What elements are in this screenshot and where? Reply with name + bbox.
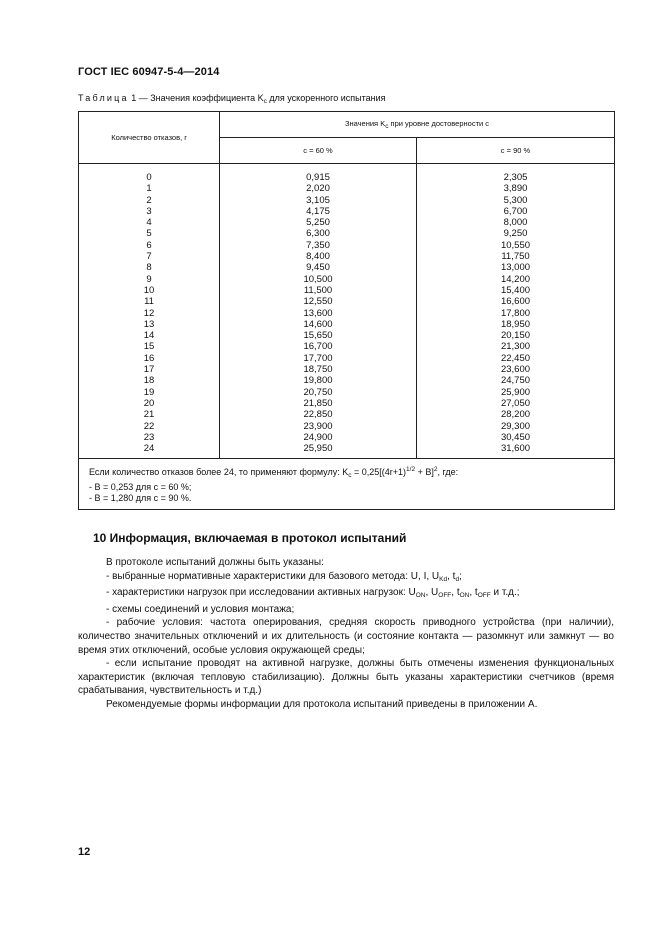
failures-value: 24 bbox=[143, 443, 155, 455]
c60-value: 6,300 bbox=[306, 228, 330, 240]
failures-value: 11 bbox=[144, 296, 154, 308]
failures-column bbox=[79, 164, 220, 459]
c90-value: 30,450 bbox=[500, 431, 531, 443]
c90-value: 17,800 bbox=[500, 307, 531, 319]
c60-value: 14,600 bbox=[303, 318, 333, 330]
c60-value: 7,350 bbox=[306, 239, 330, 251]
list-item-connection-schemes: - схемы соединений и условия монтажа; bbox=[106, 603, 295, 615]
document-header: ГОСТ IEC 60947-5-4—2014 bbox=[78, 66, 220, 78]
c60-value: 3,105 bbox=[306, 194, 330, 206]
list-item-load-characteristics: - характеристики нагрузок при исследовании активных нагрузок: $U_{ON}$, $U_{OFF}$, $t_{ON}$, $t_{OFF}$ и т.д.; bbox=[106, 587, 520, 600]
c60-value: 20,750 bbox=[303, 386, 333, 398]
failures-value: 17 bbox=[143, 364, 155, 376]
c90-value: 31,600 bbox=[500, 443, 531, 455]
c90-value: 28,200 bbox=[500, 409, 531, 421]
table-caption-sub: c bbox=[263, 98, 267, 105]
failures-value: 5 bbox=[146, 228, 152, 240]
failures-value: 14 bbox=[143, 330, 155, 342]
c60-value: 25,950 bbox=[303, 443, 333, 455]
failures-value: 3 bbox=[146, 205, 152, 217]
list-item-active-load: - если испытание проводят на активной нагрузке, должны быть отмечены изменения функциональных характеристик (включая тепловую стабилизацию). Должны быть указаны характеристики счетчиков (время срабатывания, чувствительность и т.д.) bbox=[78, 658, 614, 697]
c90-value: 13,000 bbox=[500, 262, 531, 274]
c60-value: 5,250 bbox=[306, 217, 330, 229]
column-header-c90: c = 90 % bbox=[417, 138, 615, 164]
c90-value: 3,890 bbox=[503, 183, 528, 195]
table-note bbox=[79, 459, 615, 510]
c90-value: 9,250 bbox=[503, 228, 528, 240]
failures-value: 4 bbox=[146, 217, 152, 229]
failures-value: 15 bbox=[143, 341, 155, 353]
table-caption-word: Таблица bbox=[78, 93, 129, 103]
failures-value: 21 bbox=[143, 409, 155, 421]
coefficient-table bbox=[78, 111, 614, 510]
failures-value: 12 bbox=[143, 307, 155, 319]
c90-value: 15,400 bbox=[500, 284, 531, 296]
failures-value: 19 bbox=[143, 386, 155, 398]
c60-value: 22,850 bbox=[303, 409, 333, 421]
c60-value: 18,750 bbox=[303, 364, 333, 376]
c60-value: 15,650 bbox=[303, 330, 333, 342]
c90-value: 24,750 bbox=[500, 375, 531, 387]
page-number: 12 bbox=[78, 846, 91, 858]
c60-value: 12,550 bbox=[303, 296, 333, 308]
c60-value: 17,700 bbox=[303, 352, 333, 364]
c60-value: 4,175 bbox=[306, 205, 330, 217]
failures-value: 20 bbox=[143, 397, 155, 409]
column-header-kc-values: Значения $K_c$ при уровне достоверности c bbox=[220, 112, 615, 138]
c90-value: 27,050 bbox=[500, 397, 531, 409]
c60-value: 21,850 bbox=[303, 397, 333, 409]
c60-value: 13,600 bbox=[303, 307, 333, 319]
c60-value: 0,915 bbox=[306, 172, 330, 183]
column-header-c60: c = 60 % bbox=[220, 138, 417, 164]
failures-value: 10 bbox=[143, 284, 155, 296]
table-caption-text: 1 — Значения коэффициента K bbox=[128, 93, 264, 103]
failures-value: 23 bbox=[143, 431, 155, 443]
column-header-failures: Количество отказов, r bbox=[79, 112, 220, 164]
failures-value: 1 bbox=[146, 183, 152, 195]
section-closing: Рекомендуемые формы информации для протокола испытаний приведены в приложении А. bbox=[106, 698, 538, 710]
c60-value: 9,450 bbox=[306, 262, 330, 274]
c90-value: 29,300 bbox=[500, 420, 531, 432]
note-formula-line: Если количество отказов более 24, то применяют формулу: $K_c = 0,25[(4r+1)^{1/2} + B]^2$, где: bbox=[89, 466, 459, 480]
section-title: 10 Информация, включаемая в протокол испытаний bbox=[93, 531, 407, 545]
failures-value: 2 bbox=[146, 194, 152, 206]
c60-value: 11,500 bbox=[303, 284, 333, 296]
c90-value: 22,450 bbox=[500, 352, 531, 364]
c60-value: 10,500 bbox=[303, 273, 333, 285]
c90-value: 11,750 bbox=[501, 251, 530, 263]
c90-value: 6,700 bbox=[503, 205, 528, 217]
c90-value: 21,300 bbox=[500, 341, 531, 353]
c90-value: 14,200 bbox=[500, 273, 531, 285]
section-intro: В протоколе испытаний должны быть указаны: bbox=[106, 557, 324, 568]
c60-value: 2,020 bbox=[306, 183, 330, 195]
failures-value: 13 bbox=[143, 318, 155, 330]
c90-value: 18,950 bbox=[500, 318, 531, 330]
table-caption bbox=[78, 93, 386, 105]
note-line-b90: - B = 1,280 для c = 90 %. bbox=[89, 493, 192, 504]
c90-value: 5,300 bbox=[503, 194, 528, 206]
failures-value: 6 bbox=[146, 239, 152, 251]
c90-value: 16,600 bbox=[500, 296, 531, 308]
section-body bbox=[78, 556, 614, 712]
list-item-operating-conditions: - рабочие условия: частота оперирования, средняя скорость приводного устройства (при наличии), количество значительных отключений и их длительность (и состояние контакта — разомкнут или замкнут — во время этих отключений, особые условия окружающей среды; bbox=[78, 617, 614, 656]
c90-value: 25,900 bbox=[500, 386, 531, 398]
c90-value: 23,600 bbox=[500, 364, 531, 376]
table-caption-tail: для ускоренного испытания bbox=[266, 93, 386, 103]
c60-value: 23,900 bbox=[303, 420, 333, 432]
c90-value: 10,550 bbox=[500, 239, 531, 251]
c60-column bbox=[220, 164, 417, 459]
c60-value: 16,700 bbox=[303, 341, 333, 353]
note-line-b60: - B = 0,253 для c = 60 %; bbox=[89, 481, 192, 492]
c90-value: 8,000 bbox=[503, 217, 528, 229]
failures-value: 16 bbox=[143, 352, 155, 364]
c60-value: 24,900 bbox=[303, 431, 333, 443]
failures-value: 7 bbox=[146, 251, 152, 263]
failures-value: 18 bbox=[143, 375, 155, 387]
failures-value: 0 bbox=[146, 172, 152, 183]
failures-value: 22 bbox=[143, 420, 155, 432]
c90-value: 2,305 bbox=[503, 172, 528, 183]
failures-value: 9 bbox=[146, 273, 152, 285]
c60-value: 8,400 bbox=[306, 251, 330, 263]
c90-value: 20,150 bbox=[500, 330, 531, 342]
failures-value: 8 bbox=[146, 262, 152, 274]
c60-value: 19,800 bbox=[303, 375, 333, 387]
list-item-base-characteristics: - выбранные нормативные характеристики для базового метода: U, I, $U_{Kd}$, $t_d$; bbox=[106, 570, 462, 583]
c90-column bbox=[417, 164, 615, 459]
